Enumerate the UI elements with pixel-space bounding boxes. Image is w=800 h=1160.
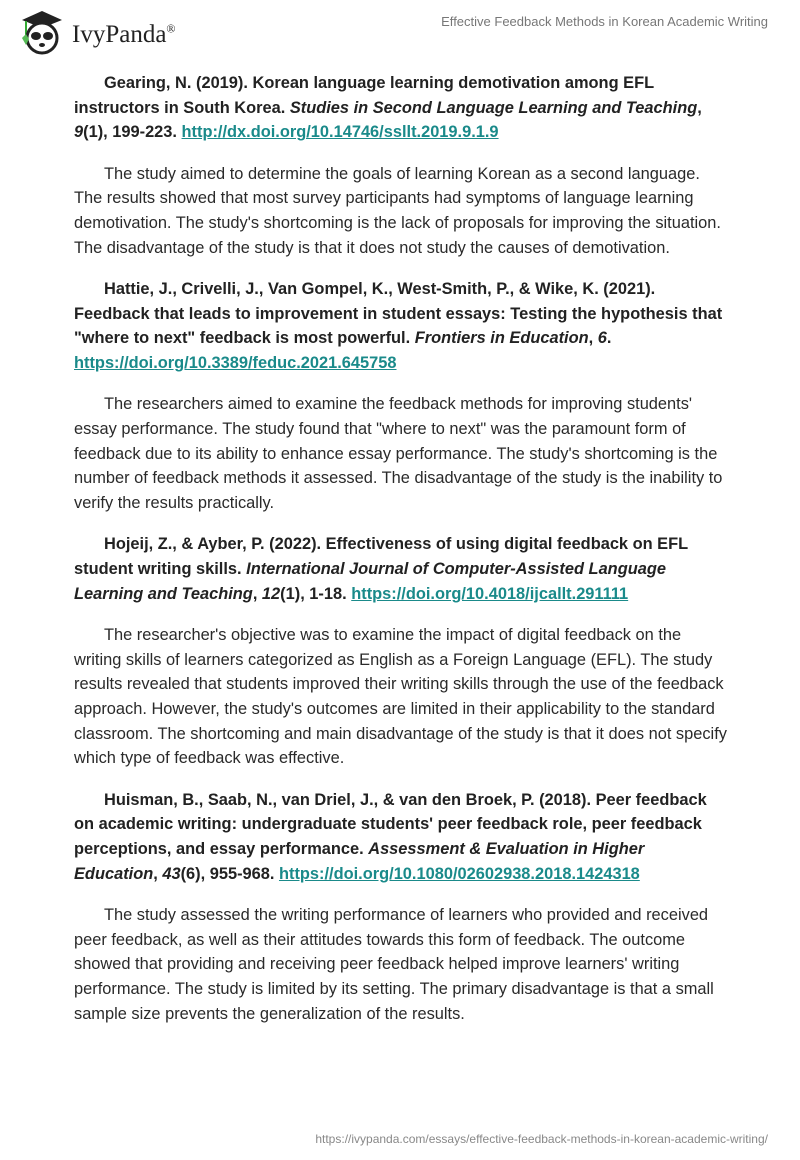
- reference-authors-title: Gearing, N. (2019). Korean language learning demotivation among EFL instructors in South Korea.: [74, 74, 654, 117]
- footer-url[interactable]: https://ivypanda.com/essays/effective-feedback-methods-in-korean-academic-writing/: [315, 1132, 768, 1146]
- reference-pages: (1), 199-223.: [83, 123, 182, 142]
- reference-authors-title: Hattie, J., Crivelli, J., Van Gompel, K., West-Smith, P., & Wike, K. (2021). Feedback that leads to improvement in student essays: Testing the hypothesis that "where to next" feedback is most powerful.: [74, 279, 723, 348]
- reference-entry: [74, 788, 730, 887]
- reference-volume: 9: [74, 123, 84, 142]
- reference-summary: The study assessed the writing performance of learners who provided and received peer feedback, as well as their attitudes towards this form of feedback. The outcome showed that providing and receiving peer feedback helped improve learners' writing performance. The study is limited by its setting. The primary disadvantage is that a small sample size prevents the generalization of the results.: [74, 905, 714, 1023]
- reference-journal: Studies in Second Language Learning and Teaching: [289, 98, 698, 117]
- reference-separator: ,: [588, 329, 598, 348]
- reference-doi-link[interactable]: http://dx.doi.org/10.14746/ssllt.2019.9.1.9: [181, 123, 499, 142]
- reference-separator: ,: [153, 864, 163, 883]
- reference-volume: 12: [261, 584, 281, 603]
- reference-volume: 43: [162, 864, 181, 883]
- ivypanda-logo[interactable]: [18, 8, 176, 56]
- reference-doi-link[interactable]: https://doi.org/10.1080/02602938.2018.1424318: [278, 864, 640, 883]
- reference-separator: ,: [697, 98, 702, 117]
- reference-pages: .: [606, 329, 612, 348]
- reference-journal: Frontiers in Education: [414, 329, 589, 348]
- document-title: Effective Feedback Methods in Korean Academic Writing: [441, 14, 768, 29]
- references-list: [74, 71, 730, 1043]
- reference-entry: [74, 71, 730, 145]
- reference-pages: (1), 1-18.: [280, 584, 352, 603]
- reference-authors-title: Hojeij, Z., & Ayber, P. (2022). Effectiveness of using digital feedback on EFL student writing skills.: [74, 535, 688, 578]
- reference-summary: The study aimed to determine the goals of learning Korean as a second language. The results showed that most survey participants had symptoms of language learning demotivation. The study's shortcoming is the lack of proposals for improving the situation. The disadvantage of the study is that it does not study the causes of demotivation.: [74, 164, 721, 257]
- reference-entry: [74, 532, 730, 606]
- reference-doi-link[interactable]: https://doi.org/10.3389/feduc.2021.645758: [74, 354, 397, 373]
- panda-graduate-icon: [18, 8, 66, 56]
- reference-pages: (6), 955-968.: [180, 864, 279, 883]
- reference-authors-title: Huisman, B., Saab, N., van Driel, J., & van den Broek, P. (2018). Peer feedback on academic writing: undergraduate students' peer feedback role, peer feedback perceptions, and essay performance.: [74, 790, 707, 858]
- reference-entry: [74, 277, 730, 376]
- reference-journal: Assessment & Evaluation in Higher Education: [74, 839, 645, 883]
- reference-volume: 6: [597, 329, 607, 348]
- logo-text: IvyPanda: [72, 21, 167, 48]
- reference-summary: The researcher's objective was to examine the impact of digital feedback on the writing skills of learners categorized as English as a Foreign Language (EFL). The study results revealed that students improved their writing skills through the use of the feedback approach. However, the study's outcomes are limited in their applicability to the standard classroom. The shortcoming and main disadvantage of the study is that it does not specify which type of feedback was effective.: [74, 625, 727, 768]
- reference-separator: ,: [252, 584, 262, 603]
- reference-journal: International Journal of Computer-Assisted Language Learning and Teaching: [74, 559, 666, 603]
- registered-mark: ®: [166, 21, 176, 36]
- reference-doi-link[interactable]: https://doi.org/10.4018/ijcallt.291111: [351, 584, 629, 603]
- reference-summary: The researchers aimed to examine the feedback methods for improving students' essay performance. The study found that "where to next" was the paramount form of feedback due to its ability to enhance essay performance. The study's shortcoming is the number of feedback methods it assessed. The disadvantage of the study is the inability to verify the results practically.: [74, 395, 723, 513]
